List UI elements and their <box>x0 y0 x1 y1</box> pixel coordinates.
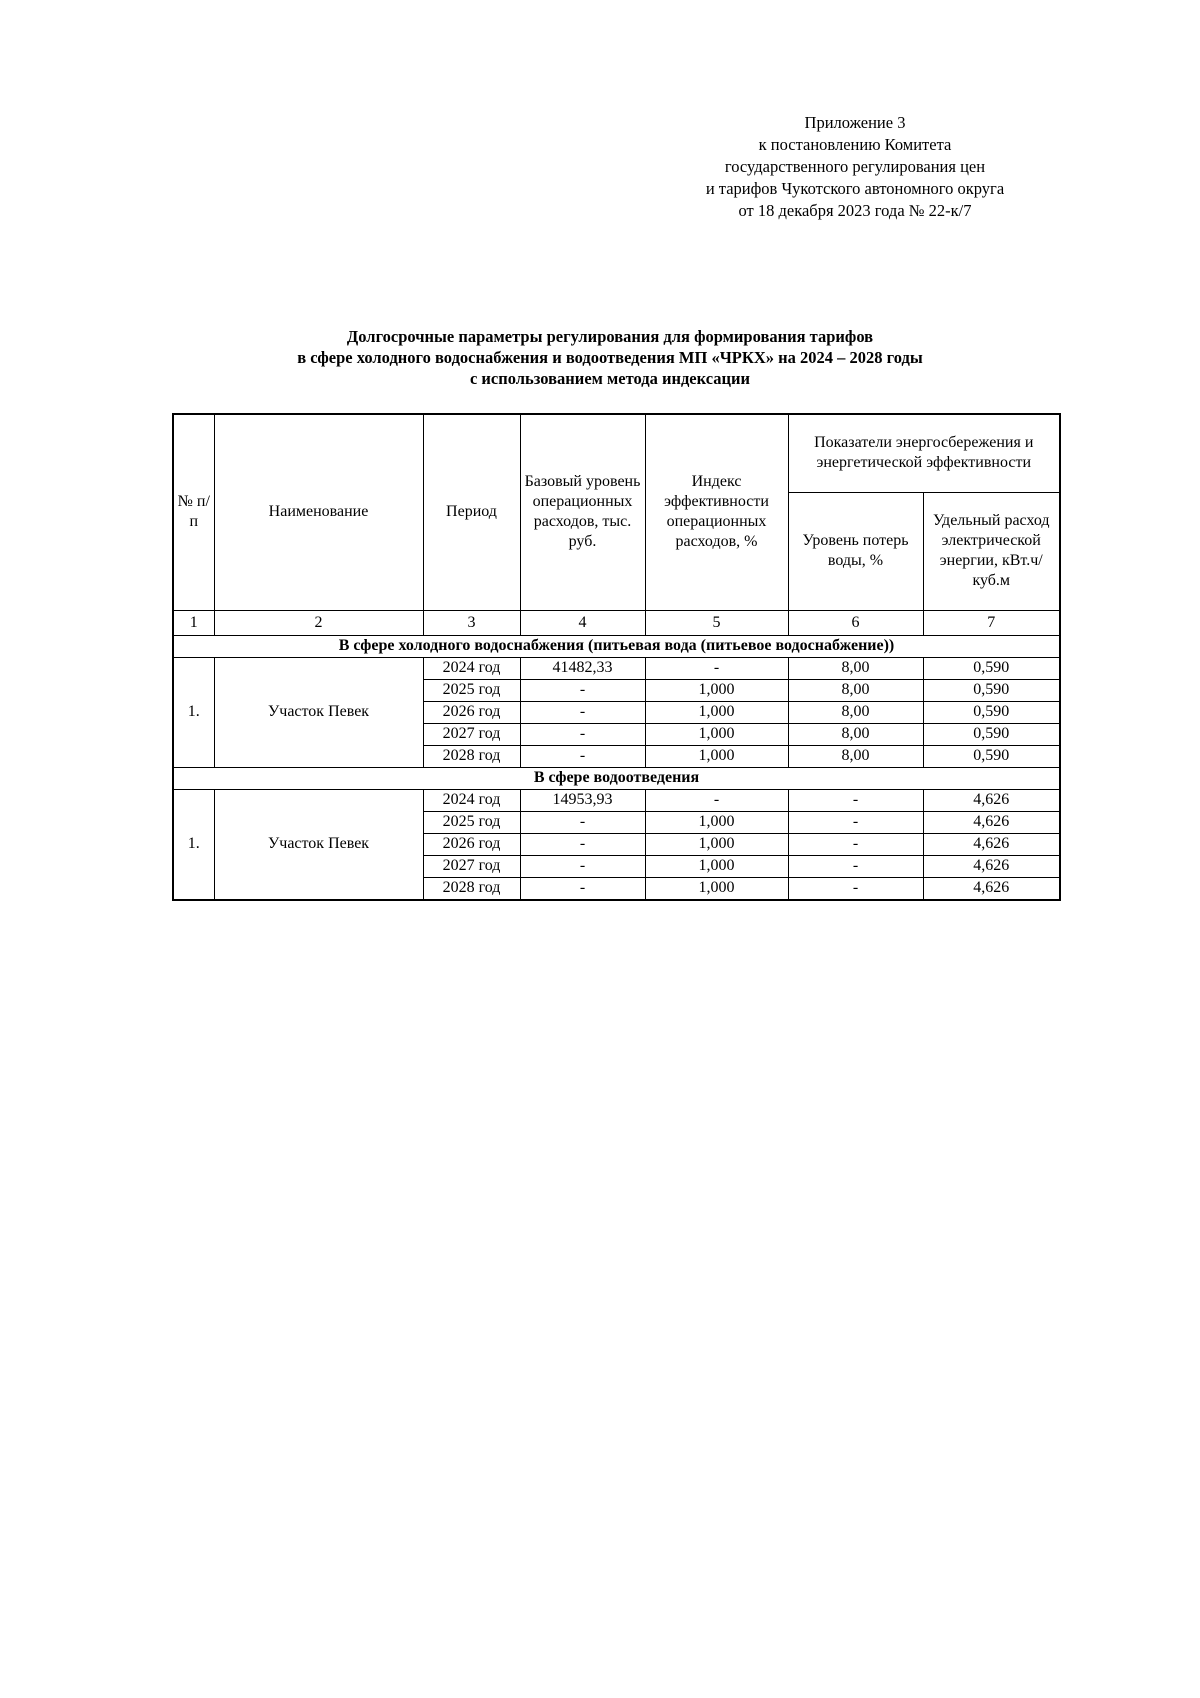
title-line: в сфере холодного водоснабжения и водоотведения МП «ЧРКХ» на 2024 – 2028 годы <box>297 348 923 367</box>
header-efficiency-index: Индекс эффективности операционных расходов, % <box>645 414 788 610</box>
row-num: 1. <box>173 789 214 900</box>
cell-electricity: 0,590 <box>923 723 1060 745</box>
cell-water-loss: - <box>788 789 923 811</box>
title-line: Долгосрочные параметры регулирования для формирования тарифов <box>346 327 874 346</box>
cell-water-loss: - <box>788 811 923 833</box>
cell-efficiency-index: 1,000 <box>645 745 788 767</box>
cell-base-level: - <box>520 723 645 745</box>
cell-water-loss: 8,00 <box>788 701 923 723</box>
cell-efficiency-index: 1,000 <box>645 833 788 855</box>
cell-base-level: 14953,93 <box>520 789 645 811</box>
appendix-line: государственного регулирования цен <box>724 157 986 176</box>
header-num: № п/п <box>173 414 214 610</box>
cell-period: 2027 год <box>423 855 520 877</box>
cell-period: 2028 год <box>423 745 520 767</box>
cell-water-loss: 8,00 <box>788 679 923 701</box>
cell-base-level: - <box>520 833 645 855</box>
document-title <box>160 326 1060 389</box>
tariff-parameters-table <box>172 413 1061 901</box>
cell-base-level: - <box>520 811 645 833</box>
cell-electricity: 0,590 <box>923 657 1060 679</box>
appendix-line: от 18 декабря 2023 года № 22-к/7 <box>738 201 972 220</box>
appendix-line: и тарифов Чукотского автономного округа <box>705 179 1005 198</box>
section-title: В сфере водоотведения <box>173 767 1060 789</box>
cell-water-loss: - <box>788 833 923 855</box>
cell-efficiency-index: 1,000 <box>645 811 788 833</box>
header-energy-group: Показатели энергосбережения и энергетической эффективности <box>788 414 1060 492</box>
table-row <box>173 657 1060 679</box>
cell-efficiency-index: - <box>645 657 788 679</box>
column-number: 5 <box>645 610 788 635</box>
column-number: 1 <box>173 610 214 635</box>
cell-base-level: - <box>520 679 645 701</box>
cell-water-loss: - <box>788 855 923 877</box>
cell-water-loss: - <box>788 877 923 900</box>
section-title: В сфере холодного водоснабжения (питьевая вода (питьевое водоснабжение)) <box>173 635 1060 657</box>
column-number: 2 <box>214 610 423 635</box>
row-name: Участок Певек <box>214 789 423 900</box>
cell-period: 2024 год <box>423 789 520 811</box>
row-num: 1. <box>173 657 214 767</box>
cell-water-loss: 8,00 <box>788 723 923 745</box>
column-number: 7 <box>923 610 1060 635</box>
cell-electricity: 4,626 <box>923 789 1060 811</box>
cell-electricity: 4,626 <box>923 811 1060 833</box>
header-electricity: Удельный расход электрической энергии, кВт.ч/куб.м <box>923 492 1060 610</box>
title-line: с использованием метода индексации <box>469 369 751 388</box>
cell-electricity: 0,590 <box>923 701 1060 723</box>
cell-period: 2025 год <box>423 679 520 701</box>
cell-period: 2026 год <box>423 701 520 723</box>
cell-efficiency-index: - <box>645 789 788 811</box>
cell-period: 2027 год <box>423 723 520 745</box>
appendix-reference <box>630 112 1080 222</box>
row-name: Участок Певек <box>214 657 423 767</box>
header-name: Наименование <box>214 414 423 610</box>
header-water-loss: Уровень потерь воды, % <box>788 492 923 610</box>
cell-water-loss: 8,00 <box>788 745 923 767</box>
column-number: 6 <box>788 610 923 635</box>
cell-base-level: - <box>520 745 645 767</box>
cell-efficiency-index: 1,000 <box>645 701 788 723</box>
cell-base-level: 41482,33 <box>520 657 645 679</box>
table-row <box>173 789 1060 811</box>
cell-efficiency-index: 1,000 <box>645 877 788 900</box>
cell-electricity: 4,626 <box>923 833 1060 855</box>
cell-period: 2026 год <box>423 833 520 855</box>
cell-efficiency-index: 1,000 <box>645 723 788 745</box>
column-number-row <box>173 610 1060 635</box>
cell-period: 2028 год <box>423 877 520 900</box>
section-header-row <box>173 767 1060 789</box>
cell-electricity: 4,626 <box>923 855 1060 877</box>
cell-base-level: - <box>520 855 645 877</box>
column-number: 4 <box>520 610 645 635</box>
cell-period: 2024 год <box>423 657 520 679</box>
cell-electricity: 0,590 <box>923 679 1060 701</box>
cell-electricity: 0,590 <box>923 745 1060 767</box>
appendix-line: Приложение 3 <box>804 113 906 132</box>
appendix-line: к постановлению Комитета <box>758 135 952 154</box>
cell-period: 2025 год <box>423 811 520 833</box>
cell-efficiency-index: 1,000 <box>645 855 788 877</box>
cell-base-level: - <box>520 877 645 900</box>
column-number: 3 <box>423 610 520 635</box>
section-header-row <box>173 635 1060 657</box>
header-base-level: Базовый уровень операционных расходов, тыс. руб. <box>520 414 645 610</box>
header-period: Период <box>423 414 520 610</box>
cell-water-loss: 8,00 <box>788 657 923 679</box>
cell-efficiency-index: 1,000 <box>645 679 788 701</box>
cell-electricity: 4,626 <box>923 877 1060 900</box>
cell-base-level: - <box>520 701 645 723</box>
